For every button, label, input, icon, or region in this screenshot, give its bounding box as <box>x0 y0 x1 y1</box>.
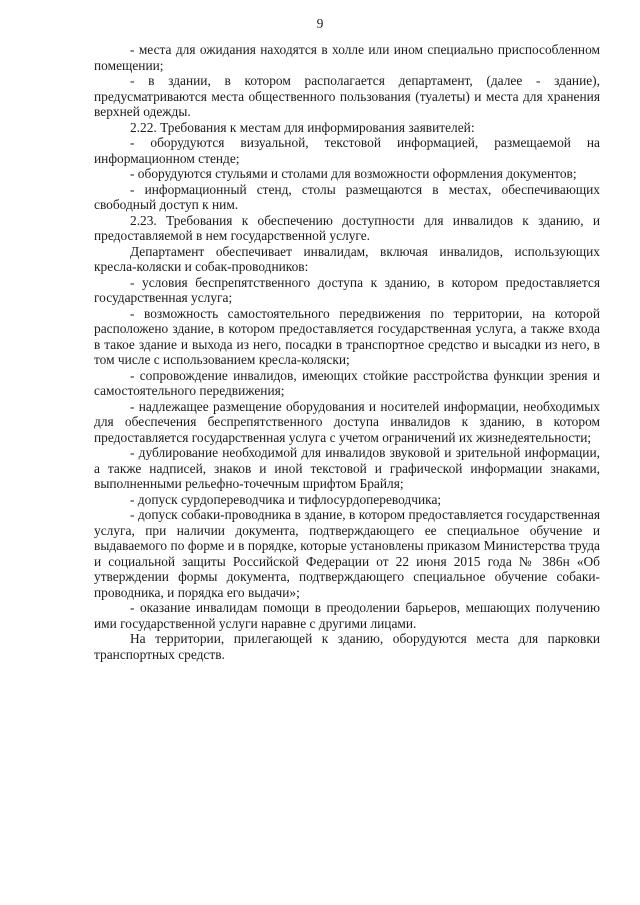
paragraph-chairs-tables: - оборудуются стульями и столами для возможности оформления документов; <box>130 166 577 181</box>
paragraph-free-access: - условия беспрепятственного доступа к зданию, в котором предоставляется государственная услуга; <box>94 274 600 305</box>
paragraph-parking: На территории, прилегающей к зданию, оборудуются места для парковки транспортных средств. <box>94 631 600 662</box>
paragraph-independent-movement: - возможность самостоятельного передвижения по территории, на которой расположено здание, в котором предоставляется государственная услуга, а также входа в такое здание и выхода из него, посадки в транспортное средство и высадки из него, в том числе с использованием кресла-коляски; <box>94 305 600 367</box>
paragraph-visual-info: - оборудуются визуальной, текстовой информацией, размещаемой на информационном стенде; <box>94 135 600 166</box>
paragraph-sign-interpreter: - допуск сурдопереводчика и тифлосурдопереводчика; <box>130 491 442 507</box>
paragraph-info-duplication: - дублирование необходимой для инвалидов звуковой и зрительной информации, а также надписей, знаков и иной текстовой и графической информации знаками, выполненными рельефно-точечным шрифтом Брайля; <box>94 445 600 491</box>
paragraph-section-2-22: 2.22. Требования к местам для информирования заявителей: <box>130 119 475 135</box>
paragraph-guide-dog: - допуск собаки-проводника в здание, в котором предоставляется государственная услуга, при наличии документа, подтверждающего ее специальное обучение и выдаваемого по форме и в порядке, которые установлены приказом Министерства труда и социальной защиты Российской Федерации от 22 июня 2015 года № 386н «Об утверждении формы документа, подтверждающего специальное обучение собаки-проводника, и порядка его выдачи»; <box>94 507 600 600</box>
document-body <box>94 42 600 662</box>
page-number: 9 <box>316 16 324 31</box>
paragraph-waiting-areas: - места для ожидания находятся в холле или ином специально приспособленном помещении; <box>94 42 600 73</box>
paragraph-barrier-assistance: - оказание инвалидам помощи в преодолении барьеров, мешающих получению ими государственной услуги наравне с другими лицами. <box>94 600 600 631</box>
paragraph-info-stand: - информационный стенд, столы размещаются в местах, обеспечивающих свободный доступ к ним. <box>94 181 600 212</box>
paragraph-department-provides: Департамент обеспечивает инвалидам, включая инвалидов, использующих кресла-коляски и собак-проводников: <box>94 243 600 274</box>
paragraph-public-facilities: - в здании, в котором располагается департамент, (далее - здание), предусматриваются места общественного пользования (туалеты) и места для хранения верхней одежды. <box>94 73 600 119</box>
paragraph-section-2-23: 2.23. Требования к обеспечению доступности для инвалидов к зданию, и предоставляемой в нем государственной услуге. <box>94 212 600 243</box>
paragraph-accompaniment: - сопровождение инвалидов, имеющих стойкие расстройства функции зрения и самостоятельного передвижения; <box>94 367 600 398</box>
paragraph-equipment-placement: - надлежащее размещение оборудования и носителей информации, необходимых для обеспечения беспрепятственного доступа инвалидов к зданию, в котором предоставляется государственная услуга с учетом ограничений их жизнедеятельности; <box>94 398 600 445</box>
